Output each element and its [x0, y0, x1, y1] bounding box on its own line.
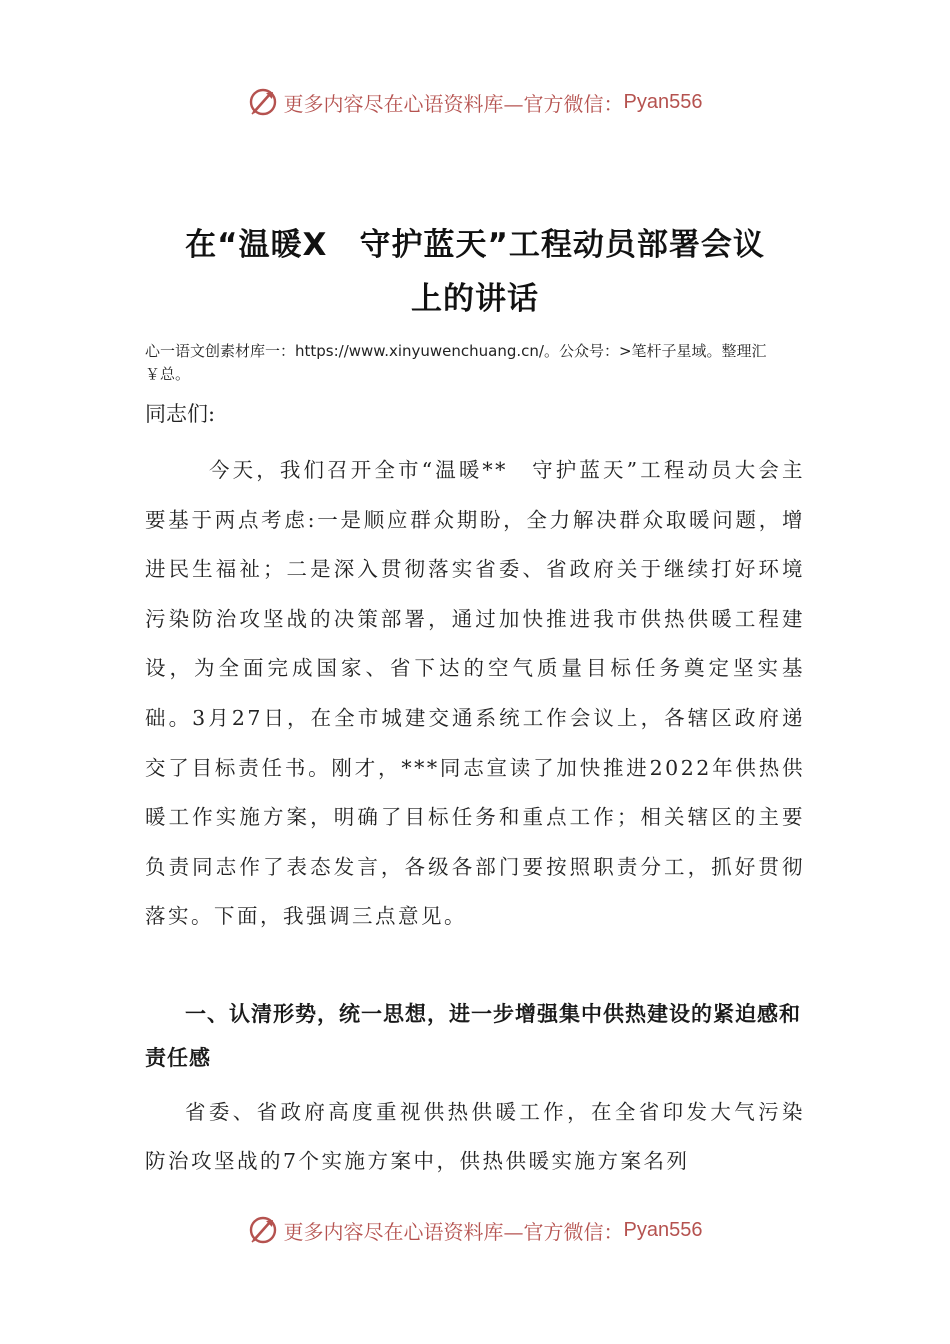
banner-text: 更多内容尽在心语资料库—官方微信： [283, 91, 624, 116]
body-paragraph-1: 今天，我们召开全市“温暖** 守护蓝天”工程动员大会主要基于两点考虑:一是顺应群众期盼，全力解决群众取暖问题，增进民生福祉；二是深入贯彻落实省委、省政府关于继续打好环境污染防治攻坚战的决策部署，通过加快推进我市供热供暖工程建设，为全面完成国家、省下达的空气质量目标任务奠定坚实基础。3月27日，在全市城建交通系统工作会议上，各辖区政府递交了目标责任书。刚才，***同志宣读了加快推进2022年供热供暖工作实施方案，明确了目标任务和重点工作；相关辖区的主要负责同志作了表态发言，各级各部门要按照职责分工，抓好贯彻落实。下面，我强调三点意见。 [145, 458, 805, 929]
header-banner [0, 82, 950, 122]
source-line: 心一语文创素材库一：https://www.xinyuwenchuang.cn/。公众号：>笔杆子星域。整理汇￥总。 [145, 342, 767, 383]
footer-banner [0, 1210, 950, 1250]
salutation: 同志们: [145, 402, 216, 426]
title-line-1: 在“温暖X 守护蓝天”工程动员部署会议 [185, 227, 765, 263]
pen-logo-icon [248, 87, 278, 117]
document-title [145, 218, 805, 326]
body-paragraph-2: 省委、省政府高度重视供热供暖工作，在全省印发大气污染防治攻坚战的7个实施方案中，供热供暖实施方案名列 [145, 1100, 805, 1173]
banner-wechat-handle: Pyan556 [623, 1218, 703, 1241]
pen-logo-icon [248, 1215, 278, 1245]
title-line-2: 上的讲话 [411, 281, 539, 317]
section-heading-1: 一、认清形势，统一思想，进一步增强集中供热建设的紧迫感和责任感 [145, 1002, 801, 1070]
banner-wechat-handle: Pyan556 [623, 90, 703, 113]
banner-text: 更多内容尽在心语资料库—官方微信： [283, 1219, 624, 1244]
